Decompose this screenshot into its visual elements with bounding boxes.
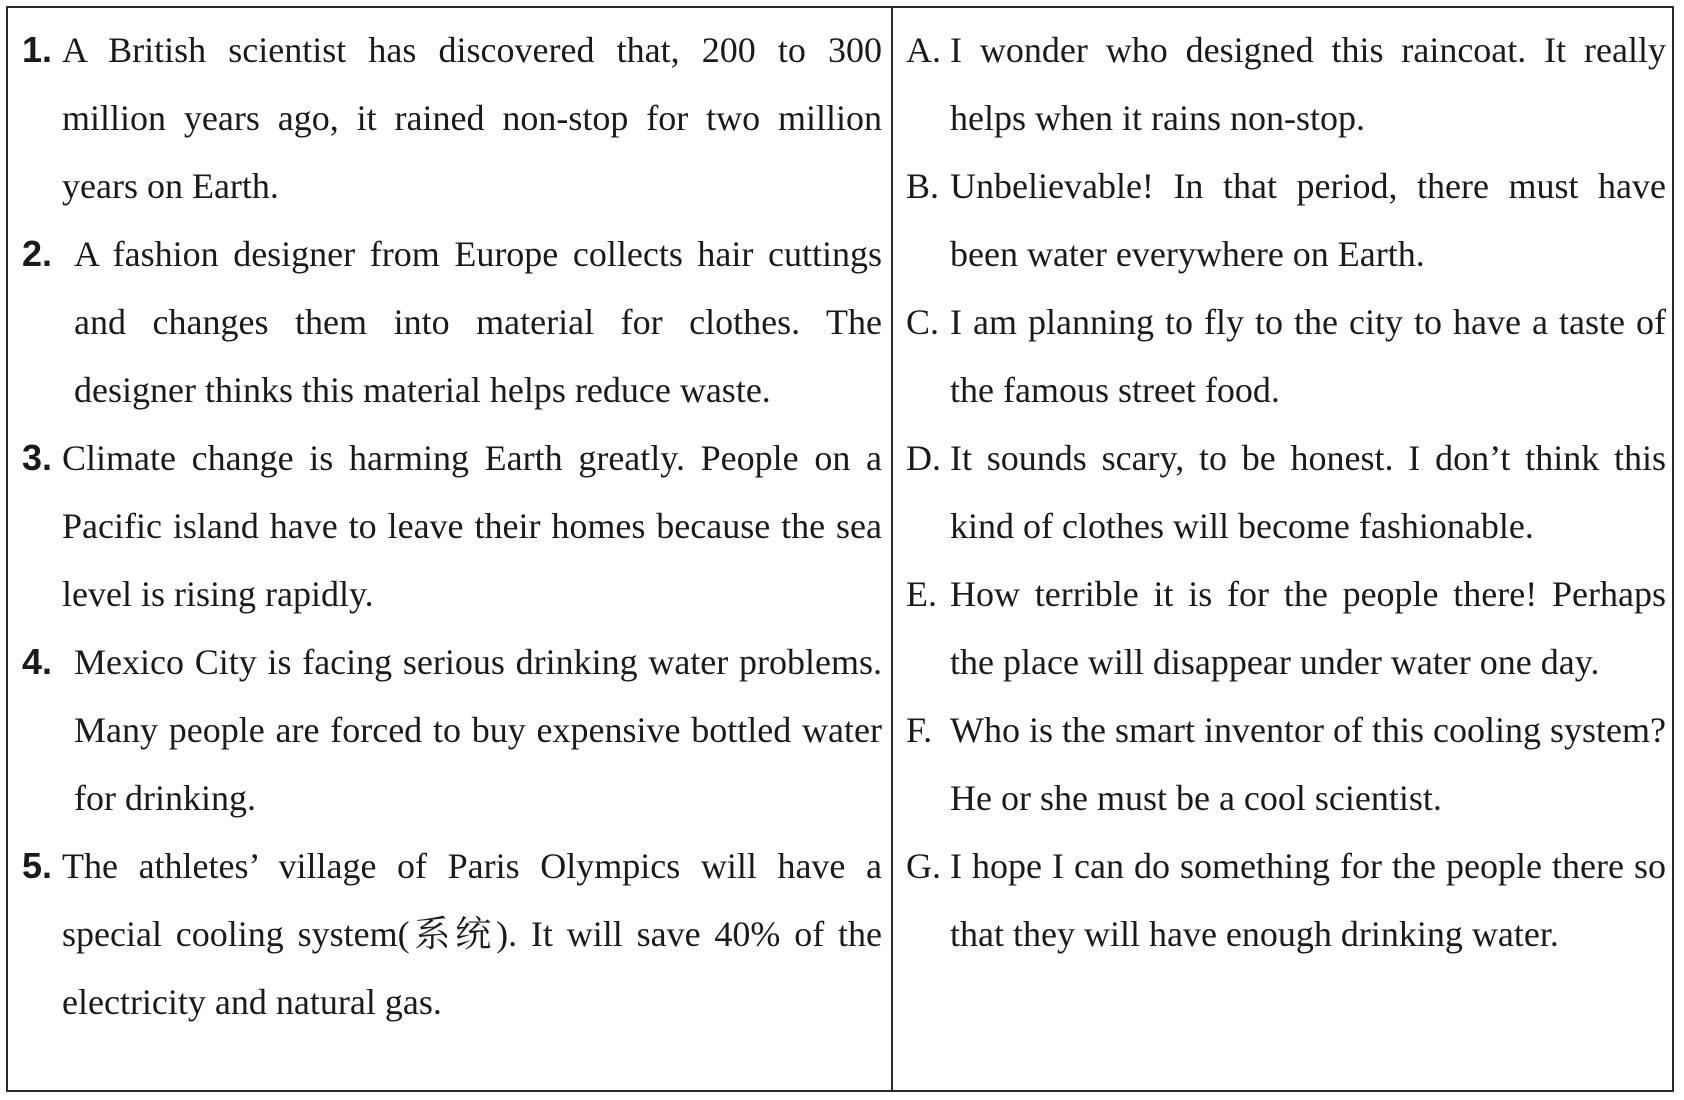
statement-item: [22, 424, 882, 628]
statement-item: [22, 220, 882, 424]
response-letter: A.: [906, 30, 941, 70]
statement-item: [22, 16, 882, 220]
statement-text: A British scientist has discovered that, 200 to 300 million years ago, it rained non-stop for two million years on Earth.: [62, 30, 882, 206]
statement-number: 4.: [22, 641, 53, 682]
response-item: [906, 832, 1666, 968]
response-item: [906, 696, 1666, 832]
responses-column: [906, 16, 1666, 968]
response-text: I hope I can do something for the people there so that they will have enough drinking water.: [950, 846, 1666, 954]
response-item: [906, 560, 1666, 696]
statement-text: Climate change is harming Earth greatly. People on a Pacific island have to leave their homes because the sea level is rising rapidly.: [62, 438, 882, 614]
statement-item: [22, 832, 882, 1036]
response-text: Who is the smart inventor of this cooling system? He or she must be a cool scientist.: [950, 710, 1666, 818]
statement-number: 5.: [22, 845, 53, 886]
response-text: I am planning to fly to the city to have a taste of the famous street food.: [950, 302, 1666, 410]
statement-item: [22, 628, 882, 832]
response-letter: B.: [906, 166, 940, 206]
response-item: [906, 424, 1666, 560]
column-divider: [891, 8, 893, 1090]
statement-number: 1.: [22, 29, 53, 70]
response-letter: G.: [906, 846, 941, 886]
response-letter: D.: [906, 438, 941, 478]
statement-text: The athletes’ village of Paris Olympics will have a special cooling system(系统). It will save 40% of the electricity and natural gas.: [62, 846, 882, 1022]
response-item: [906, 16, 1666, 152]
statement-number: 3.: [22, 437, 53, 478]
response-letter: E.: [906, 574, 937, 614]
response-item: [906, 288, 1666, 424]
response-text: It sounds scary, to be honest. I don’t think this kind of clothes will become fashionable.: [950, 438, 1666, 546]
response-text: Unbelievable! In that period, there must have been water everywhere on Earth.: [950, 166, 1666, 274]
response-letter: F.: [906, 710, 933, 750]
statement-number: 2.: [22, 233, 53, 274]
response-text: I wonder who designed this raincoat. It really helps when it rains non-stop.: [950, 30, 1666, 138]
response-letter: C.: [906, 302, 940, 342]
matching-table: [6, 6, 1674, 1092]
statement-text: A fashion designer from Europe collects hair cuttings and changes them into material for clothes. The designer thinks this material helps reduce waste.: [74, 234, 882, 410]
statements-column: [22, 16, 882, 1036]
statement-text: Mexico City is facing serious drinking water problems. Many people are forced to buy expensive bottled water for drinking.: [74, 642, 882, 818]
response-item: [906, 152, 1666, 288]
response-text: How terrible it is for the people there! Perhaps the place will disappear under water one day.: [950, 574, 1666, 682]
